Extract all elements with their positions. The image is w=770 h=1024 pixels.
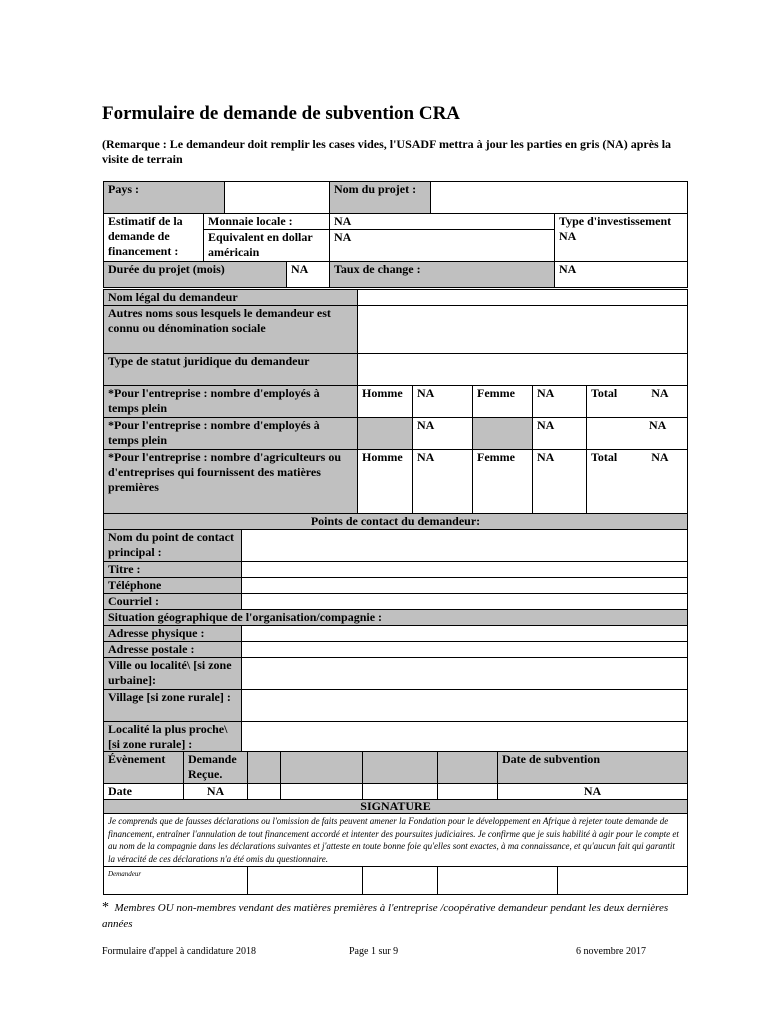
employes-label: *Pour l'entreprise : nombre d'employés à temps plein [104,386,358,418]
pays-field[interactable] [225,182,330,214]
footer-left: Formulaire d'appel à candidature 2018 [102,946,256,957]
footer-page: Page 1 sur 9 [349,946,399,957]
contact-header: Points de contact du demandeur: [104,514,688,530]
event-cell [248,752,281,784]
titre-label: Titre : [104,562,242,578]
homme-label-3: Homme [358,450,413,514]
demande-recue-label: Demande Reçue. [184,752,248,784]
type-investissement [555,214,688,262]
footnote-text: Membres OU non-membres vendant des matières premières à l'entreprise /coopérative demandeur pendant les deux dernières années [102,902,669,930]
signature-cell[interactable] [558,867,688,895]
statut-label: Type de statut juridique du demandeur [104,354,358,386]
date-demande-value: NA [184,784,248,800]
date-label: Date [104,784,184,800]
courriel-field[interactable] [242,594,688,610]
date-subvention-label: Date de subvention [498,752,688,784]
event-cell [438,752,498,784]
total-value-3: NA [651,450,669,464]
date-cell [363,784,438,800]
adresse-physique-field[interactable] [242,626,688,642]
total-value: NA [651,386,669,400]
total-block-3 [587,450,688,514]
signature-cell[interactable] [248,867,363,895]
signature-cell[interactable] [438,867,558,895]
femme-cell-2 [473,418,533,450]
homme-label: Homme [358,386,413,418]
page-title: Formulaire de demande de subvention CRA [102,103,461,124]
demandeur-signature-field[interactable] [104,867,248,895]
homme-value: NA [413,386,473,418]
project-info-table [103,181,688,288]
nom-legal-field[interactable] [358,290,688,306]
equivalent-value: NA [330,230,555,262]
titre-field[interactable] [242,562,688,578]
demandeur-label: Demandeur [108,870,142,878]
autres-noms-label: Autres noms sous lesquels le demandeur est connu ou dénomination sociale [104,306,358,354]
equivalent-label: Equivalent en dollar américain [204,230,330,262]
adresse-physique-label: Adresse physique : [104,626,242,642]
adresse-postale-label: Adresse postale : [104,642,242,658]
nom-contact-label: Nom du point de contact principal : [104,530,242,562]
monnaie-value: NA [330,214,555,230]
village-label: Village [si zone rurale] : [104,690,242,722]
declaration-text: Je comprends que de fausses déclarations ou l'omission de faits peuvent amener la Fondation pour le développement en Afrique à rejeter toute demande de financement, entraîner l'annulation de tout financement accordé et intenter des poursuites judiciaires. Je confirme que je suis habilité à agir pour le compte et au nom de la compagnie dans les déclarations suivantes et j'atteste en toute bonne foie qu'elles sont exactes, à ma connaissance, et qu'aucun fait qui garantit la véracité de ces déclarations n'a été omis du questionnaire. [104,814,688,867]
nom-legal-label: Nom légal du demandeur [104,290,358,306]
nom-projet-field[interactable] [431,182,688,214]
femme-label-3: Femme [473,450,533,514]
nom-contact-field[interactable] [242,530,688,562]
event-signature-table [103,751,688,895]
femme-value: NA [533,386,587,418]
agriculteurs-label: *Pour l'entreprise : nombre d'agriculteurs ou d'entreprises qui fournissent des matières premières [104,450,358,514]
homme-cell-2 [358,418,413,450]
total-label-3: Total [591,450,618,464]
autres-noms-field[interactable] [358,306,688,354]
total-block-2 [587,418,688,450]
duree-label: Durée du projet (mois) [104,262,287,288]
adresse-postale-field[interactable] [242,642,688,658]
event-cell [281,752,363,784]
date-subvention-value: NA [498,784,688,800]
type-investissement-value: NA [559,229,577,243]
village-field[interactable] [242,690,688,722]
remark-note: (Remarque : Le demandeur doit remplir les cases vides, l'USADF mettra à jour les parties en gris (NA) après la visite de terrain [102,137,672,166]
ville-field[interactable] [242,658,688,690]
telephone-label: Téléphone [104,578,242,594]
ville-label: Ville ou localité\ [si zone urbaine]: [104,658,242,690]
duree-value: NA [287,262,330,288]
estimatif-label: Estimatif de la demande de financement : [104,214,204,262]
event-cell [363,752,438,784]
signature-cell[interactable] [363,867,438,895]
situation-header: Situation géographique de l'organisation/compagnie : [104,610,688,626]
localite-label: Localité la plus proche\ [si zone rurale] : [104,722,242,754]
total-block [587,386,688,418]
footnote [102,900,682,932]
femme-label: Femme [473,386,533,418]
femme-value-3: NA [533,450,587,514]
courriel-label: Courriel : [104,594,242,610]
monnaie-label: Monnaie locale : [204,214,330,230]
femme-value-2: NA [533,418,587,450]
footer-date: 6 novembre 2017 [576,946,646,957]
statut-field[interactable] [358,354,688,386]
pays-label: Pays : [104,182,225,214]
homme-value-3: NA [413,450,473,514]
date-cell [438,784,498,800]
nom-projet-label: Nom du projet : [330,182,431,214]
type-investissement-label: Type d'investissement [559,214,672,228]
homme-value-2: NA [413,418,473,450]
total-value-2: NA [649,418,667,432]
footnote-star: * [102,900,109,915]
taux-value: NA [555,262,688,288]
localite-field[interactable] [242,722,688,754]
signature-header: SIGNATURE [104,800,688,814]
applicant-info-table [103,289,688,754]
telephone-field[interactable] [242,578,688,594]
date-cell [281,784,363,800]
date-cell [248,784,281,800]
employes-label-2: *Pour l'entreprise : nombre d'employés à temps plein [104,418,358,450]
taux-label: Taux de change : [330,262,555,288]
total-label: Total [591,386,618,400]
evenement-label: Évènement [104,752,184,784]
